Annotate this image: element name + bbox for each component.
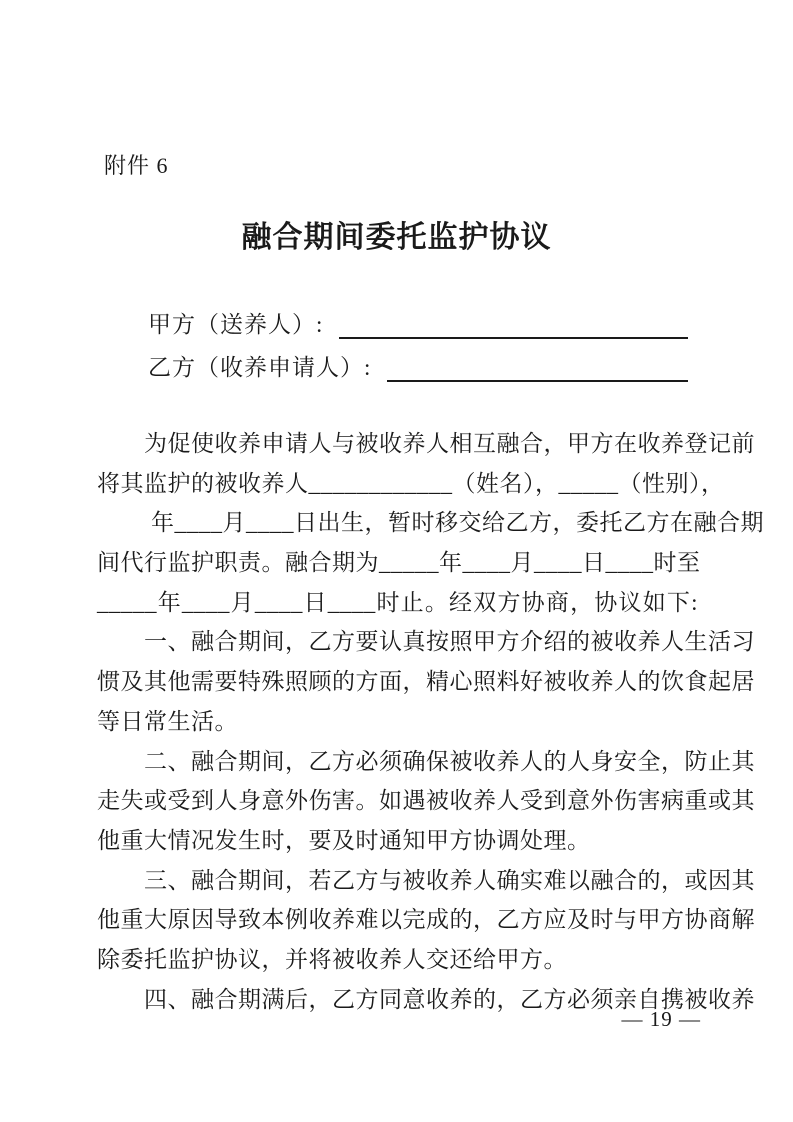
document-title: 融合期间委托监护协议 <box>241 221 552 254</box>
party-section <box>148 303 690 389</box>
body-line: 为促使收养申请人与被收养人相互融合，甲方在收养登记前 <box>144 431 755 456</box>
body-line: 年____月____日出生，暂时移交给乙方，委托乙方在融合期 <box>151 510 764 536</box>
party-a-label: 甲方（送养人）: <box>148 312 324 337</box>
party-row-a <box>148 303 690 346</box>
party-row-b <box>148 346 690 389</box>
body-line: 除委托监护协议，并将被收养人交还给甲方。 <box>97 946 567 972</box>
body-line: 间代行监护职责。融合期为_____年____月____日____时至 <box>97 550 701 576</box>
body-line: 他重大情况发生时，要及时通知甲方协调处理。 <box>97 827 591 853</box>
body-line: 惯及其他需要特殊照顾的方面，精心照料好被收养人的饮食起居 <box>97 669 755 695</box>
body-line: 三、融合期间，若乙方与被收养人确实难以融合的，或因其 <box>144 867 755 893</box>
body-line: 二、融合期间，乙方必须确保被收养人的人身安全，防止其 <box>144 748 755 774</box>
party-b-label: 乙方（收养申请人）: <box>148 355 372 380</box>
body-line: 等日常生活。 <box>97 708 238 734</box>
party-b-blank-line <box>387 346 690 389</box>
attachment-label: 附件 6 <box>104 153 169 178</box>
body-line: 将其监护的被收养人____________（姓名），_____（性别）， <box>97 470 725 496</box>
body-line: 走失或受到人身意外伤害。如遇被收养人受到意外伤害病重或其 <box>97 788 755 814</box>
page-number: — 19 — <box>621 1007 701 1031</box>
body-line: _____年____月____日____时止。经双方协商，协议如下: <box>97 589 698 615</box>
party-a-blank-line <box>339 303 690 346</box>
body-line: 四、融合期满后，乙方同意收养的，乙方必须亲自携被收养 <box>144 986 755 1012</box>
body-line: 他重大原因导致本例收养难以完成的，乙方应及时与甲方协商解 <box>97 907 755 933</box>
body-line: 一、融合期间，乙方要认真按照甲方介绍的被收养人生活习 <box>144 629 755 655</box>
